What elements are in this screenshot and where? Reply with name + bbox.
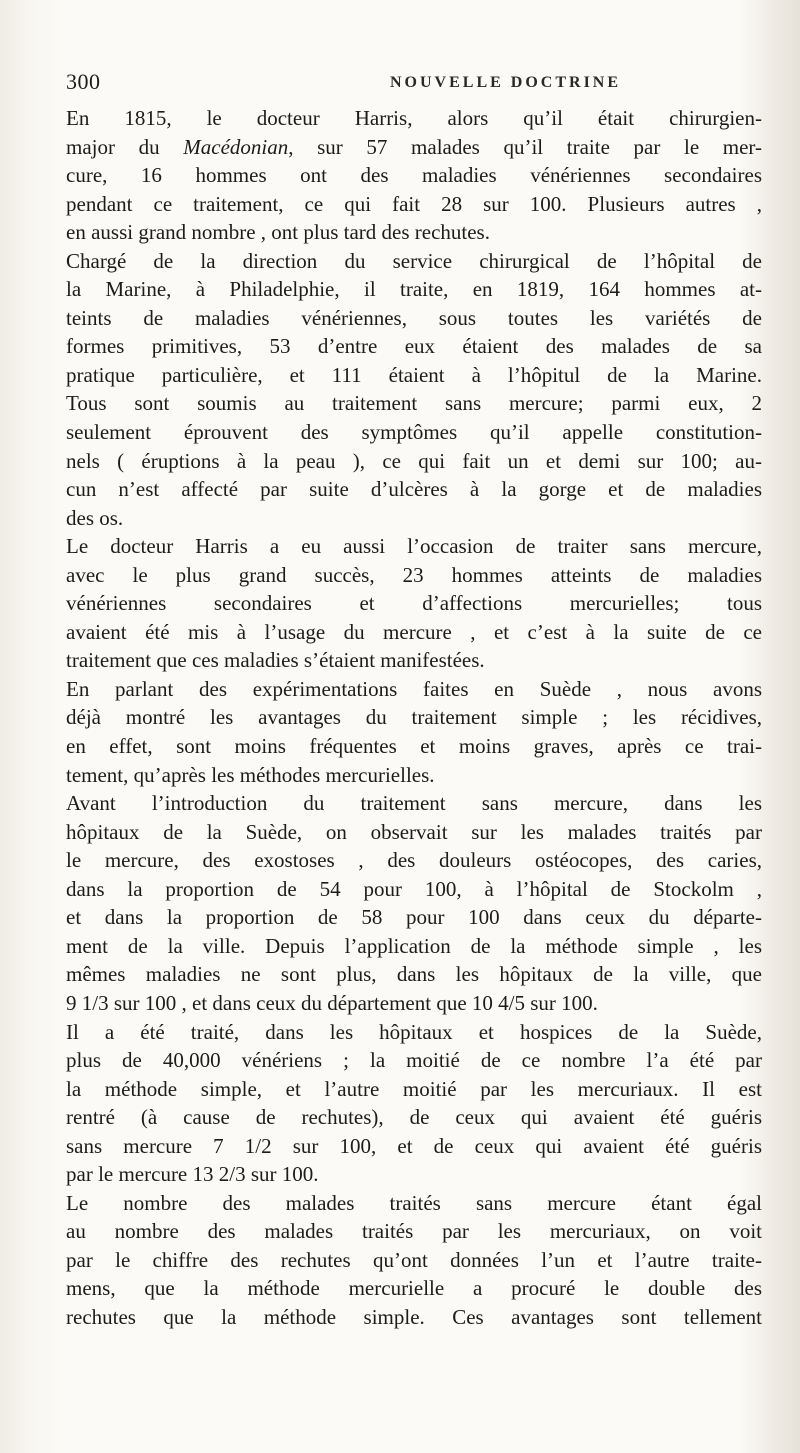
text-line: Le nombre des malades traités sans mercure étant égal [66, 1190, 762, 1215]
text-line: mêmes maladies ne sont plus, dans les hôpitaux de la ville, que [66, 962, 762, 987]
text-line: pratique particulière, et 111 étaient à l’hôpitul de la Marine. [66, 362, 762, 387]
paragraph [66, 675, 762, 789]
paragraph [66, 1018, 762, 1189]
text-line: dans la proportion de 54 pour 100, à l’hôpital de Stockolm , [66, 876, 762, 901]
running-head [0, 0, 800, 96]
text-line: tement, qu’après les méthodes mercurielles. [66, 762, 435, 787]
text-line: plus de 40,000 vénériens ; la moitié de ce nombre l’a été par [66, 1048, 762, 1073]
text-line: traitement que ces maladies s’étaient manifestées. [66, 648, 485, 673]
text-line: la Marine, à Philadelphie, il traite, en 1819, 164 hommes at- [66, 277, 762, 302]
text-line: en effet, sont moins fréquentes et moins graves, après ce trai- [66, 734, 762, 759]
text-line: mens, que la méthode mercurielle a procuré le double des [66, 1276, 762, 1301]
ship-name: Macédonian [183, 134, 289, 159]
paragraph [66, 532, 762, 675]
text-line: avaient été mis à l’usage du mercure , et c’est à la suite de ce [66, 619, 762, 644]
text-line: par le chiffre des rechutes qu’ont données l’un et l’autre traite- [66, 1247, 762, 1272]
text-line: pendant ce traitement, ce qui fait 28 sur 100. Plusieurs autres , [66, 191, 762, 216]
text-line: sans mercure 7 1/2 sur 100, et de ceux qui avaient été guéris [66, 1133, 762, 1158]
paragraph [66, 1189, 762, 1332]
paragraph [66, 247, 762, 532]
text-line: rechutes que la méthode simple. Ces avantages sont tellement [66, 1304, 762, 1329]
text-block [66, 104, 762, 1444]
text-line: rentré (à cause de rechutes), de ceux qui avaient été guéris [66, 1105, 762, 1130]
text-line: cun n’est affecté par suite d’ulcères à la gorge et de maladies [66, 477, 762, 502]
paragraph [66, 104, 762, 247]
text-line: 9 1/3 sur 100 , et dans ceux du département que 10 4/5 sur 100. [66, 990, 598, 1015]
text-line: cure, 16 hommes ont des maladies vénériennes secondaires [66, 163, 762, 188]
text-line: hôpitaux de la Suède, on observait sur les malades traités par [66, 819, 762, 844]
text-line: nels ( éruptions à la peau ), ce qui fait un et demi sur 100; au- [66, 448, 762, 473]
text-line: Avant l’introduction du traitement sans mercure, dans les [66, 791, 762, 816]
text-line: ment de la ville. Depuis l’application de la méthode simple , les [66, 933, 762, 958]
text-line: et dans la proportion de 58 pour 100 dans ceux du départe- [66, 905, 762, 930]
text-line: la méthode simple, et l’autre moitié par les mercuriaux. Il est [66, 1076, 762, 1101]
text-line: Chargé de la direction du service chirurgical de l’hôpital de [66, 248, 762, 273]
text-line: major du Macédonian, sur 57 malades qu’il traite par le mer- [66, 134, 762, 159]
text-line: Tous sont soumis au traitement sans mercure; parmi eux, 2 [66, 391, 762, 416]
text-line: déjà montré les avantages du traitement simple ; les récidives, [66, 705, 762, 730]
text-line: Il a été traité, dans les hôpitaux et hospices de la Suède, [66, 1019, 762, 1044]
text-line: En 1815, le docteur Harris, alors qu’il était chirurgien- [66, 106, 762, 130]
text-line: formes primitives, 53 d’entre eux étaient des malades de sa [66, 334, 762, 359]
page-number: 300 [66, 69, 101, 94]
text-line: En parlant des expérimentations faites en Suède , nous avons [66, 676, 762, 701]
text-line: le mercure, des exostoses , des douleurs ostéocopes, des caries, [66, 848, 762, 873]
paragraph [66, 789, 762, 1017]
text-line: en aussi grand nombre , ont plus tard des rechutes. [66, 220, 490, 245]
text-line: avec le plus grand succès, 23 hommes atteints de maladies [66, 562, 762, 587]
running-title: NOUVELLE DOCTRINE [390, 74, 622, 91]
text-line: vénériennes secondaires et d’affections mercurielles; tous [66, 591, 762, 616]
text-line: teints de maladies vénériennes, sous toutes les variétés de [66, 305, 762, 330]
text-line: seulement éprouvent des symptômes qu’il appelle constitution- [66, 420, 762, 445]
text-line: par le mercure 13 2/3 sur 100. [66, 1162, 319, 1187]
text-line: des os. [66, 505, 124, 530]
text-line: au nombre des malades traités par les mercuriaux, on voit [66, 1219, 762, 1244]
text-line: Le docteur Harris a eu aussi l’occasion de traiter sans mercure, [66, 534, 762, 559]
